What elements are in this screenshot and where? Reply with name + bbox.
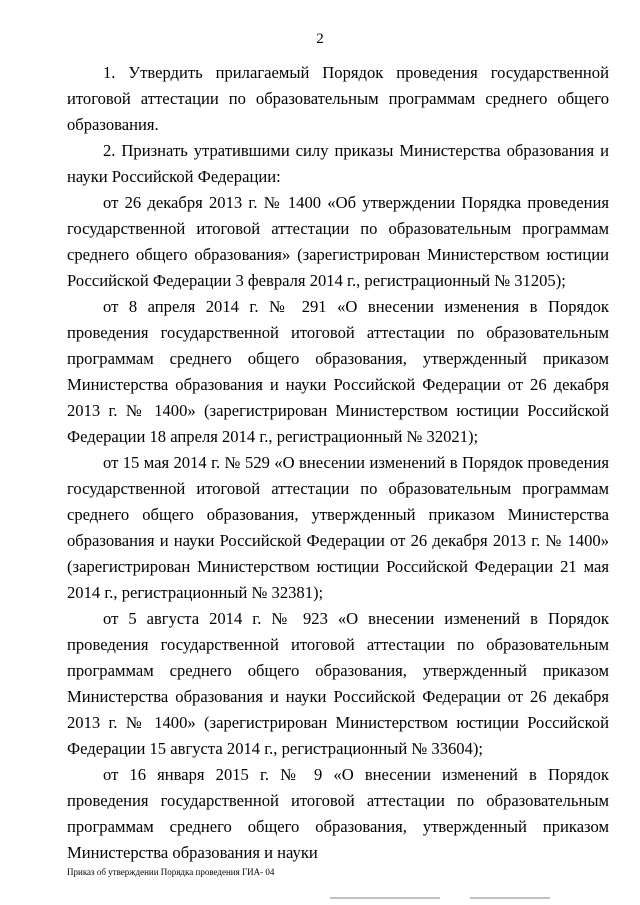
document-body: [67, 60, 609, 866]
paragraph-order-923: от 5 августа 2014 г. № 923 «О внесении изменений в Порядок проведения государственной итоговой аттестации по образовательным программам среднего общего образования, утвержденный приказом Министерства образования и науки Российской Федерации от 26 декабря 2013 г. № 1400» (зарегистрирован Министерством юстиции Российской Федерации 15 августа 2014 г., регистрационный № 33604);: [67, 609, 609, 758]
page-footer: Приказ об утверждении Порядка проведения ГИА- 04: [67, 867, 275, 877]
page-number: 2: [316, 31, 324, 47]
scan-edge-mark: [470, 897, 550, 899]
paragraph-order-9: от 16 января 2015 г. № 9 «О внесении изменений в Порядок проведения государственной итоговой аттестации по образовательным программам среднего общего образования, утвержденный приказом Министерства образования и науки: [67, 765, 609, 862]
paragraph-order-529: от 15 мая 2014 г. № 529 «О внесении изменений в Порядок проведения государственной итоговой аттестации по образовательным программам среднего общего образования, утвержденный приказом Министерства образования и науки Российской Федерации от 26 декабря 2013 г. № 1400» (зарегистрирован Министерством юстиции Российской Федерации 21 мая 2014 г., регистрационный № 32381);: [67, 453, 609, 602]
paragraph-order-1400: от 26 декабря 2013 г. № 1400 «Об утверждении Порядка проведения государственной итоговой аттестации по образовательным программам среднего общего образования» (зарегистрирован Министерством юстиции Российской Федерации 3 февраля 2014 г., регистрационный № 31205);: [67, 193, 609, 290]
scan-edge-mark: [330, 897, 440, 899]
paragraph-repeal-orders: 2. Признать утратившими силу приказы Министерства образования и науки Российской Федерации:: [67, 141, 609, 186]
paragraph-approve-procedure: 1. Утвердить прилагаемый Порядок проведения государственной итоговой аттестации по образовательным программам среднего общего образования.: [67, 63, 609, 134]
paragraph-order-291: от 8 апреля 2014 г. № 291 «О внесении изменения в Порядок проведения государственной итоговой аттестации по образовательным программам среднего общего образования, утвержденный приказом Министерства образования и науки Российской Федерации от 26 декабря 2013 г. № 1400» (зарегистрирован Министерством юстиции Российской Федерации 18 апреля 2014 г., регистрационный № 32021);: [67, 297, 609, 446]
